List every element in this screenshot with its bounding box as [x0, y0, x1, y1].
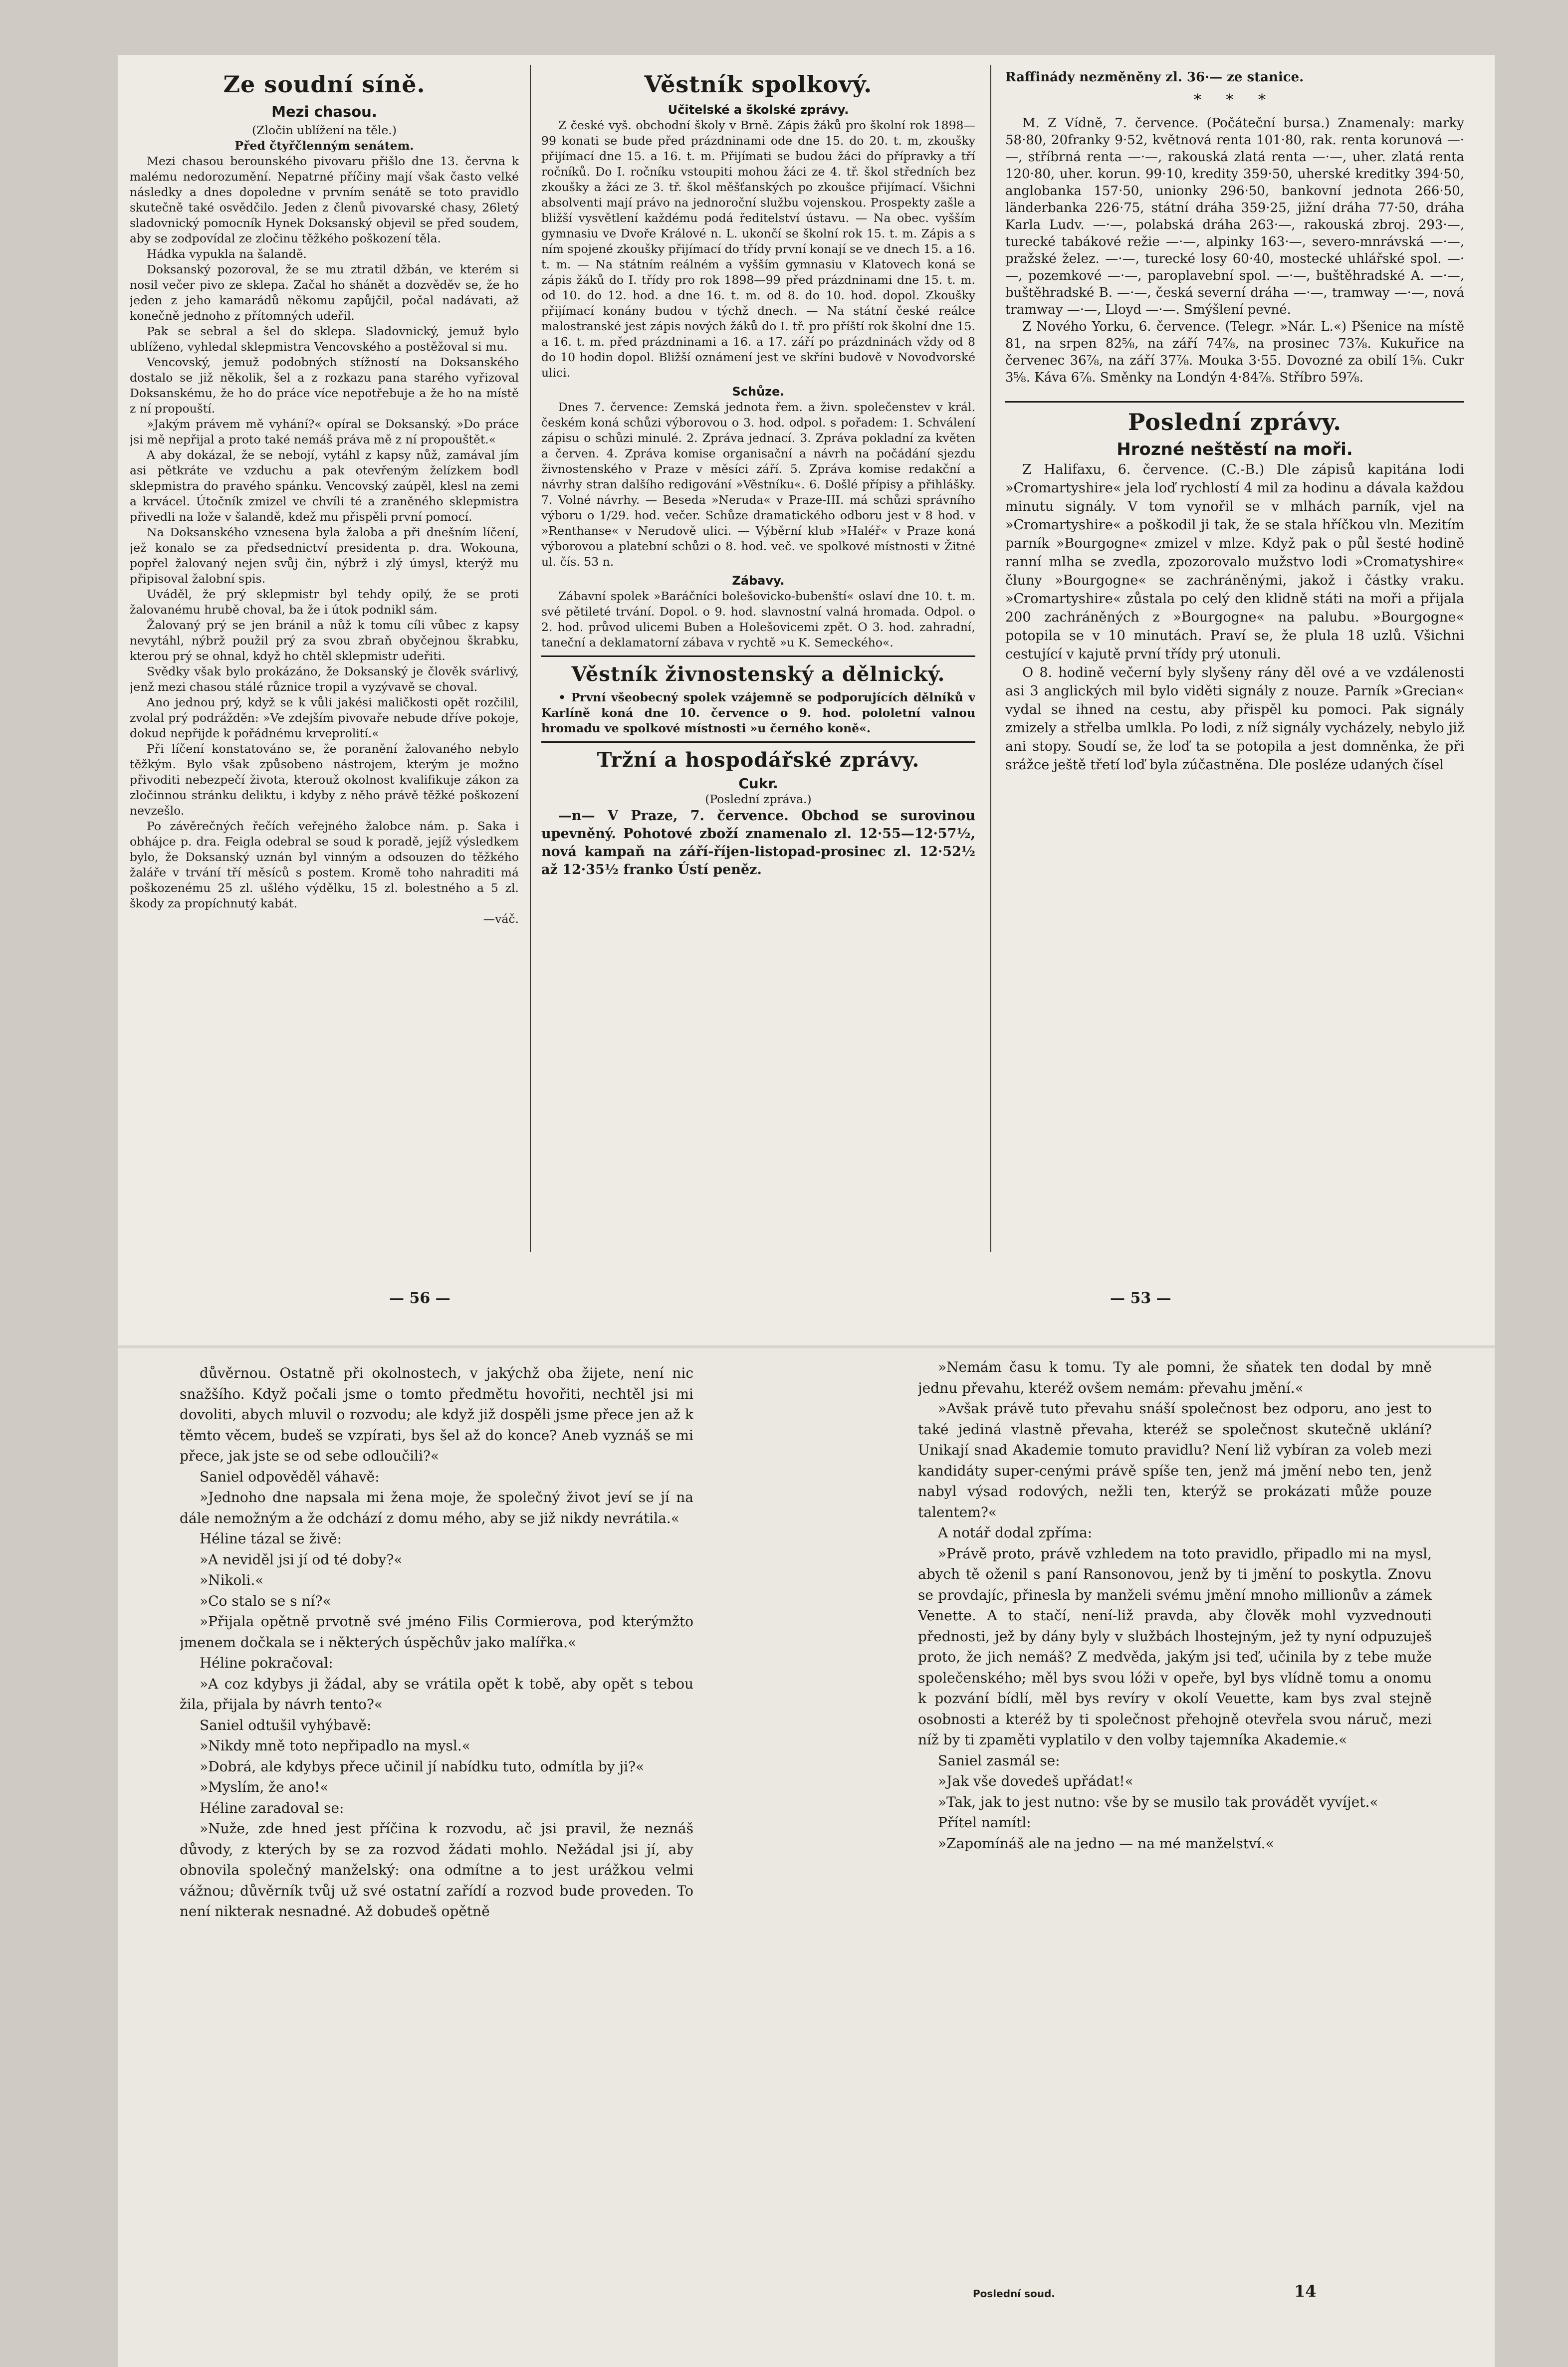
section-rule	[1005, 401, 1464, 403]
paragraph: Ano jednou prý, když se k vůli jakési maličkosti opět rozčilil, zvolal prý podrážděn: »Ve zdejším pivovaře nebude dříve pokoje, dokud nepřijde k pořádnému krveprolití.«	[130, 695, 519, 740]
paragraph: »Tak, jak to jest nutno: vše by se musilo tak provádět vyvíjet.«	[938, 1793, 1378, 1810]
paragraph: »Jakým právem mě vyhání?« opíral se Doksanský. »Do práce jsi mě nepřijal a proto také nemáš práva mě z ní propouštět.«	[130, 417, 519, 446]
paragraph: »Nikoli.«	[200, 1572, 264, 1588]
societies-column	[541, 70, 975, 1242]
paragraph: Přítel namítl:	[938, 1814, 1031, 1831]
paragraph: A aby dokázal, že se nebojí, vytáhl z kapsy nůž, zamával jím asi pětkráte ve vzduchu a pak otevřeným želízkem bodl sklepmistra do pravého spánku. Vencovský zaúpěl, klesl na zemi a krvácel. Útočník zmizel ve chvíli té a zraněného sklepmistra přivedli na lože v šalandě, kdež mu přispěli první pomocí.	[130, 448, 519, 524]
markets-news-column	[1005, 70, 1464, 1242]
paragraph: M. Z Vídně, 7. července. (Počáteční bursa.) Znamenaly: marky 58·80, 20franky 9·52, květnová renta 101·80, rak. renta korunová —·—, stříbrná renta —·—, rakouská zlatá renta —·—, uher. zlatá renta 120·80, uher. korun. 99·10, kredity 359·50, uherské kreditky 394·50, anglobanka 157·50, unionky 296·50, bankovní jednota 266·50, länderbanka 226·75, státní dráha 359·25, jižní dráha 77·50, dráha Karla Ludv. —·—, polabská dráha 263·—, rakouská zbroj. 293·—, turecké tabákové režie —·—, alpinky 163·—, severo-mnrávská —·—, pražské želez. —·—, turecké losy 60·40, mostecké uhlářské spol. —·—, pozemkové —·—, paroplavební spol. —·—, buštěhradské A. —·—, buštěhradské B. —·—, česká severní dráha —·—, tramway —·—, nová tramway —·—, Lloyd —·—. Smýšlení pevné.	[1005, 116, 1464, 317]
star-separator: * * *	[1193, 91, 1276, 109]
paragraph: »Jednoho dne napsala mi žena moje, že společný život jeví se jí na dále nemožným a že odchází z domu mého, aby se již nikdy nevrátila.«	[180, 1489, 693, 1526]
novel-right-column	[918, 1357, 1432, 2295]
paragraph: »Jak vše dovedeš upřádat!«	[938, 1773, 1133, 1789]
footer-title: Poslední soud.	[973, 2288, 1055, 2300]
paragraph: Doksanský pozoroval, že se mu ztratil džbán, ve kterém si nosil večer pivo ze sklepa. Začal ho shánět a dozvěděv se, že ho jeden z jeho kamarádů někomu zapůjčil, počal nadávati, až konečně jednoho z přítomných udeřil.	[130, 262, 519, 323]
paragraph: Saniel zasmál se:	[938, 1752, 1060, 1769]
page-divider	[118, 1345, 1495, 1348]
section-heading: Věstník živnostenský a dělnický.	[571, 662, 945, 686]
column-rule	[990, 65, 991, 1252]
signature: —váč.	[483, 912, 519, 926]
footer-page-number: 14	[1294, 2282, 1317, 2301]
paragraph: Po závěrečných řečích veřejného žalobce nám. p. Saka i obhájce p. dra. Feigla odebral se soud k poradě, jejíž výsledkem bylo, že Doksanský uznán byl vinným a odsouzen do těžkého žaláře v trvání tří měsíců s postem. Kromě toho nahraditi má poškozenému 25 zl. ušlého výdělku, 15 zl. bolestného a 5 zl. škody za propíchnutý kabát.	[130, 819, 519, 910]
page-number-right: — 53 —	[1110, 1290, 1171, 1307]
paragraph: Saniel odpověděl váhavě:	[200, 1468, 380, 1485]
paragraph: »Co stalo se s ní?«	[200, 1592, 331, 1609]
paragraph: Vencovský, jemuž podobných stížností na Doksanského dostalo se již několik, šel a z rozkazu pana starého vyřizoval Doksanskému, že ho do práce více nepotřebuje a že ho na místě z ní propouští.	[130, 355, 519, 416]
court-column	[130, 70, 519, 1242]
subsection-heading: Zábavy.	[732, 574, 785, 588]
section-heading: Tržní a hospodářské zprávy.	[597, 748, 920, 772]
paragraph: —n— V Praze, 7. července. Obchod se surovinou upevněný. Pohotové zboží znamenalo zl. 12·55—12·57½, nová kampaň na září-říjen-listopad-prosinec zl. 12·52½ až 12·35½ franko Ústí peněz.	[541, 808, 975, 877]
subsection-heading: Učitelské a školské zprávy.	[668, 103, 849, 117]
paragraph: Raffinády nezměněny zl. 36·— ze stanice.	[1005, 70, 1304, 85]
paragraph: Héline pokračoval:	[200, 1655, 333, 1671]
paragraph: Z české vyš. obchodní školy v Brně. Zápis žáků pro školní rok 1898—99 konati se bude před prázdninami ode dne 15. do 20. t. m, zkoušky přijímací dne 15. a 16. t. m. Přijímati se budou žáci do přípravky a tří ročníků. Do I. ročníku vstoupiti mohou žáci ze 4. tř. škol středních bez zkoušky a žáci ze 3. tř. škol měšťanských po zkoušce přijímací. Všichni absolventi mají právo na jednoroční službu vojenskou. Prospekty zašle a bližší vysvětlení každému podá ředitelství ústavu. — Na obec. vyšším gymnasiu ve Dvoře Králové n. L. ukončí se školní rok 15. t. m. Zápis a s ním spojené zkoušky přijímací do třídy první konají se ve dnech 15. a 16. t. m. — Na státním reálném a vyšším gymnasiu v Klatovech koná se zápis žáků do I. třídy pro rok 1898—99 před prázdninami dne 15. t. m. od 10. do 12. hod. a dne 16. t. m. od 8. do 10. hod. dopol. Zkoušky přijímací konány budou v týchž dnech. — Na státní české reálce malostranské jest zápis nových žáků do I. tř. pro příští rok školní dne 15. a 16. t. m. před prázdninami a 16. a 17. září po prázdninách vždy od 8 do 10 hodin dopol. Bližší oznámení jest ve skříni budově v Novodvorské ulici.	[541, 118, 975, 380]
section-heading: Věstník spolkový.	[644, 71, 873, 98]
paragraph: Hádka vypukla na šalandě.	[147, 247, 307, 261]
paragraph: A notář dodal zpříma:	[938, 1524, 1093, 1541]
section-heading: Poslední zprávy.	[1127, 409, 1342, 435]
paragraph: O 8. hodině večerní byly slyšeny rány děl ové a ve vzdálenosti asi 3 anglických mil bylo viděti signály z nouze. Parník »Grecian« vydal se ihned na cestu, aby přispěl ku pomoci. Pak signály zmizely a střelba umlkla. Po lodi, z níž signály vycházely, nebylo již ani stopy. Soudí se, že loď ta se potopila a jest domněnka, že při srážce ještě třetí loď byla zúčastněna. Dle posléze udaných čísel	[1005, 665, 1464, 773]
paragraph: »A neviděl jsi jí od té doby?«	[200, 1551, 403, 1568]
paragraph: »Dobrá, ale kdybys přece učinil jí nabídku tuto, odmítla by ji?«	[200, 1758, 645, 1775]
court-line: Před čtyřčlenným senátem.	[234, 139, 414, 153]
paragraph: Na Doksanského vznesena byla žaloba a při dnešním líčení, jež konalo se za předsednictví presidenta p. dra. Wokouna, popřel žalovaný nejen svůj čin, nýbrž i zlý úmysl, kterýž mu připisoval žalobní spis.	[130, 525, 519, 586]
paragraph: Saniel odtušil vyhýbavě:	[200, 1717, 372, 1733]
subsection-heading: Cukr.	[738, 775, 778, 792]
paragraph: »Myslím, že ano!«	[200, 1779, 329, 1795]
paragraph: Héline zaradoval se:	[200, 1799, 344, 1816]
paragraph: Dnes 7. července: Zemská jednota řem. a živn. společenstev v král. českém koná schůzi výborovou o 3. hod. odpol. s pořadem: 1. Schválení zápisu o schůzi minulé. 2. Zpráva jednací. 3. Zpráva pokladní za květen a červen. 4. Zpráva komise organisační a návrh na počádání sjezdu živnostenského v Praze v měsíci září. 5. Zpráva komise redakční a návrhy stran dalšího redigování »Věstníku«. 6. Došlé přípisy a přihlášky. 7. Volné návrhy. — Beseda »Neruda« v Praze-III. má schůzi správního výboru o 1/29. hod. večer. Schůze dramatického odboru jest v 8 hod. v »Renthanse« v Nerudově ulici. — Výběrní klub »Haléř« v Praze koná výborovou a platební schůzi o 8. hod. več. ve spolkové místnosti v Žitné ul. čís. 53 n.	[541, 400, 975, 569]
novel-left-column	[180, 1363, 693, 2241]
subsection-note: (Poslední zpráva.)	[705, 792, 812, 806]
paragraph: »Nikdy mně toto nepřipadlo na mysl.«	[200, 1737, 470, 1754]
paragraph: »A coz kdybys ji žádal, aby se vrátila opět k tobě, aby opět s tebou žila, přijala by návrh tento?«	[180, 1675, 693, 1713]
paragraph: Pak se sebral a šel do sklepa. Sladovnický, jemuž bylo ublíženo, vyhledal sklepmistra Vencovského a postěžoval si mu.	[130, 324, 519, 354]
paragraph: Žalovaný prý se jen bránil a nůž k tomu cíli vůbec z kapsy nevytáhl, nýbrž použil prý za svou zbraň obyčejnou škrabku, kterou prý se ohnal, když ho chtěl sklepmistr udeřiti.	[130, 618, 519, 663]
paragraph: Zábavní spolek »Baráčníci bolešovicko-bubenští« oslaví dne 10. t. m. své pětileté trvání. Dopol. o 9. hod. slavnostní valná hromada. Odpol. o 2. hod. průvod ulicemi Buben a Holešovicemi zpět. O 3. hod. zahradní, taneční a deklamatorní zábava v rychtě »u K. Semeckého«.	[541, 589, 975, 649]
paragraph: Héline tázal se živě:	[200, 1530, 342, 1547]
page-number-left: — 56 —	[389, 1290, 450, 1307]
column-rule	[530, 65, 531, 1252]
article-heading: Hrozné neštěstí na moři.	[1117, 439, 1353, 459]
paragraph: Při líčení konstatováno se, že poranění žalovaného nebylo těžkým. Bylo však způsobeno nástrojem, kterým je možno přivoditi nebezpečí života, kterouž okolnost kvalifikuje zákon za zločinnou stránku deliktu, i kdyby z něho právě těžké poškození nevzešlo.	[130, 742, 519, 818]
paragraph: • První všeobecný spolek vzájemně se podporujících dělníků v Karlíně koná dne 10. července o 9. hod. pololetní valnou hromadu ve spolkové místnosti »u černého koně«.	[541, 690, 975, 735]
section-rule	[541, 741, 975, 743]
paragraph: »Nemám času k tomu. Ty ale pomni, že sňatek ten dodal by mně jednu převahu, kteréž ovšem nemám: převahu jmění.«	[918, 1359, 1432, 1396]
paragraph: »Přijala opětně prvotně své jméno Filis Cormierova, pod kterýmžto jmenem dočkala se i některých úspěchův jako malířka.«	[180, 1613, 693, 1651]
paragraph: Z Nového Yorku, 6. července. (Telegr. »Nár. L.«) Pšenice na místě 81, na srpen 82⅝, na září 74⅞, na prosinec 73⅞. Kukuřice na červenec 36⅞, na září 37⅞. Mouka 3·55. Dovozné za obilí 1⅝. Cukr 3⅝. Káva 6⅞. Směnky na Londýn 4·84⅞. Stříbro 59⅞.	[1005, 319, 1464, 385]
section-rule	[541, 655, 975, 657]
section-heading: Ze soudní síně.	[223, 71, 426, 98]
article-subtitle: (Zločin ublížení na těle.)	[251, 123, 397, 137]
article-heading: Mezi chasou.	[271, 103, 377, 120]
paragraph: »Právě proto, právě vzhledem na toto pravidlo, připadlo mi na mysl, abych tě oženil s paní Ransonovou, jenž by ti jmění to poskytla. Znovu se provdajíc, přinesla by manželi svému jmění mnoho millionův a zámek Venette. A to stačí, není-liž pravda, aby člověk mohl vyzvednouti přednosti, jež by dány byly v službách lhostejným, jež ty nyní odpuzuješ proto, že jich nemáš? Z medvěda, jakým jsi teď, učinila by z tebe muže společenského; měl bys svou lóži v opeře, byl bys vlídně tomu a onomu k pozvání bídlí, měl bys revíry v okolí Veuette, kam bys zval stejně osobnosti a kteréž by ti společnost přehojně otevřela svou náruč, mezi níž by ti zpaměti vyplatilo v den volby tajemníka Akademie.«	[918, 1545, 1432, 1748]
subsection-heading: Schůze.	[732, 385, 785, 399]
paragraph: »Avšak právě tuto převahu snáší společnost bez odporu, ano jest to také jediná vlastně převaha, kteréž se společnost skutečně uklání? Unikají snad Akademie tomuto pravidlu? Není liž vybíran za voleb mezi kandidáty super-cenými právě spíše ten, jenž má jmění nebo ten, jenž nabyl výsad rodových, nežli ten, kterýž se prokázati může pouze talentem?«	[918, 1400, 1432, 1520]
paragraph: Svědky však bylo prokázáno, že Doksanský je člověk svárlivý, jenž mezi chasou stálé různice tropil a vyzývavě se choval.	[130, 664, 519, 694]
paragraph: důvěrnou. Ostatně při okolnostech, v jakýchž oba žijete, není nic snažšího. Když počali jsme o tomto předmětu hovořiti, nechtěl jsi mi dovoliti, abych mluvil o rozvodu; ale když již dospěli jsme přece jen až k těmto věcem, budeš se vzpírati, bys šel až do konce? Aneb vyznáš se mi přece, jak jste se od sebe odloučili?«	[180, 1365, 693, 1464]
paragraph: Mezi chasou berounského pivovaru přišlo dne 13. června k malému nedorozumění. Nepatrné příčiny mají však často velké následky a dnes dopoledne v prvním senátě se toto pravidlo skutečně také osvědčilo. Jeden z členů pivovarské chasy, 26letý sladovnický pomocník Hynek Doksanský objevil se před soudem, aby se zodpovídal ze zločinu těžkého poškození těla.	[130, 154, 519, 245]
paragraph: »Nuže, zde hned jest příčina k rozvodu, ač jsi pravil, že neznáš důvody, z kterých by se za rozvod žádati mohlo. Nežádal jsi jí, aby obnovila společný manželský: ona odmítne a to jest urážkou velmi vážnou; důvěrník tvůj už své ostatní zařídí a rozvod bude proveden. To není nikterak nesnadné. Až dobudeš opětně	[180, 1820, 693, 1920]
paragraph: »Zapomínáš ale na jedno — na mé manželství.«	[938, 1835, 1274, 1852]
paragraph: Uváděl, že prý sklepmistr byl tehdy opilý, že se proti žalovanému hrubě choval, ba že i útok podnikl sám.	[130, 587, 519, 617]
paragraph: Z Halifaxu, 6. července. (C.-B.) Dle zápisů kapitána lodi »Cromartyshire« jela loď rychlostí 4 mil za hodinu a dávala každou minutu signály. V tom vynořil se v mlhách parník, vjel na »Cromartyshire« a poškodil ji tak, že se stala hříčkou vln. Mezitím parník »Bourgogne« zmizel v mlze. Když pak o půl šesté hodině ranní mlha se zvedla, zpozorovalo mužstvo lodi »Cromatyshire« čluny »Bourgogne« se zachráněnými, jakož i částky vraku. »Cromartyshire« zůstala po celý den klidně státi na moři a přijala 200 zachráněných z »Bourgogne« na palubu. »Bourgogne« potopila se v 10 minutách. Praví se, že plula 18 uzlů. Všichni cestující v kajutě první třídy prý utonuli.	[1005, 462, 1464, 662]
